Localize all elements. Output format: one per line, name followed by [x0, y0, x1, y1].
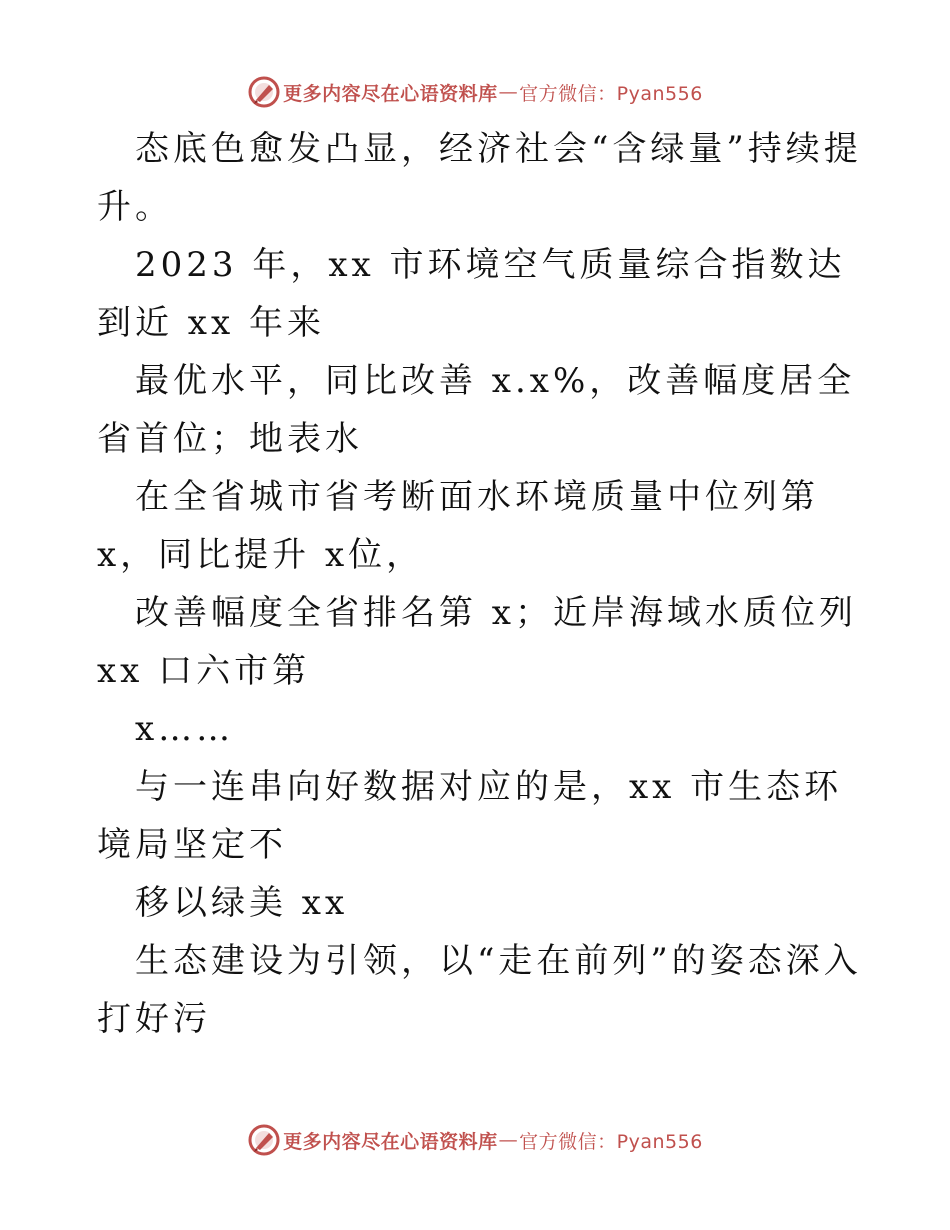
paragraph: 与一连串向好数据对应的是，xx 市生态环境局坚定不 [97, 767, 843, 865]
paragraph: 移以绿美 xx [135, 883, 349, 923]
pen-nib-logo-icon [247, 1123, 281, 1157]
paragraph: 在全省城市省考断面水环境质量中位列第 x，同比提升 x位， [97, 477, 819, 575]
header-banner [0, 72, 950, 112]
banner-wechat: 官方微信：Pyan556 [519, 82, 703, 105]
pen-nib-logo-icon [247, 75, 281, 109]
paragraph: x…… [135, 709, 235, 749]
paragraph: 最优水平，同比改善 x.x%，改善幅度居全省首位；地表水 [97, 361, 856, 459]
paragraph: 态底色愈发凸显，经济社会“含绿量”持续提升。 [97, 129, 862, 227]
banner-wechat: 官方微信：Pyan556 [519, 1130, 703, 1153]
banner-dash: — [498, 81, 519, 103]
banner-dash: — [498, 1129, 519, 1151]
banner-site-name: 更多内容尽在心语资料库 [283, 82, 498, 105]
paragraph: 生态建设为引领，以“走在前列”的姿态深入打好污 [97, 941, 862, 1039]
paragraph: 2023 年，xx 市环境空气质量综合指数达到近 xx 年来 [97, 245, 846, 343]
banner-site-name: 更多内容尽在心语资料库 [283, 1130, 498, 1153]
document-body [97, 120, 867, 1048]
footer-banner [0, 1120, 950, 1160]
paragraph: 改善幅度全省排名第 x；近岸海域水质位列 xx 口六市第 [97, 593, 857, 691]
